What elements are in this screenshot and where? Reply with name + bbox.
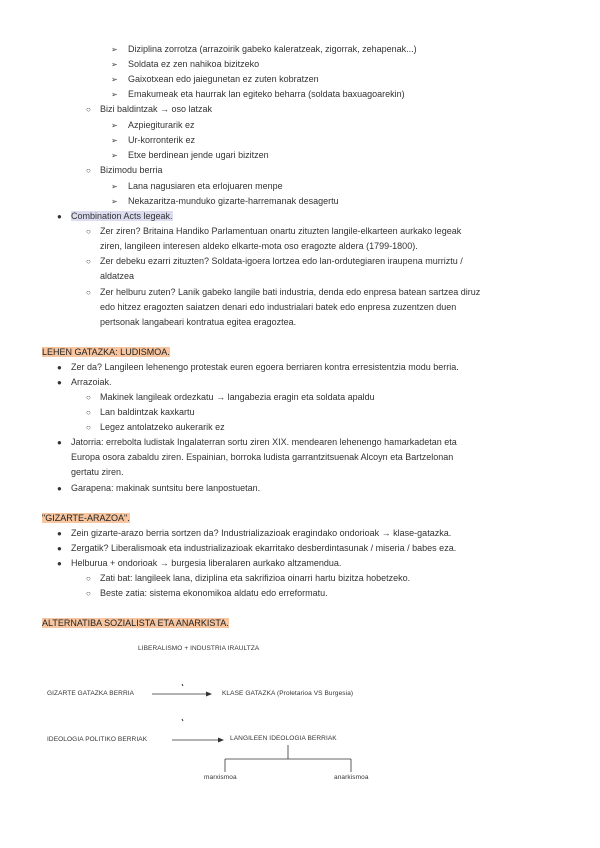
list-item: Zer da? Langileen lehenengo protestak euren egoera berriaren kontra erresistentzia modu berria.: [71, 362, 459, 372]
circle-bullet-icon: ○: [86, 257, 91, 266]
diagram-tick: [182, 719, 183, 721]
list-item: Lan baldintzak kaxkartu: [100, 407, 195, 417]
list-item: Makinek langileak ordezkatu → langabezia eragin eta soldata apaldu: [100, 392, 375, 402]
list-item: Beste zatia: sistema ekonomikoa aldatu edo erreformatu.: [100, 588, 328, 598]
circle-bullet-icon: ○: [86, 393, 91, 402]
list-item: Lana nagusiaren eta erlojuaren menpe: [128, 181, 283, 191]
list-item: Ur-korronterik ez: [128, 135, 196, 145]
disc-bullet-icon: ●: [57, 544, 62, 553]
disc-bullet-icon: ●: [57, 363, 62, 372]
arrow-bullet-icon: ➢: [111, 75, 118, 84]
disc-bullet-icon: ●: [57, 559, 62, 568]
diagram-node-anarkismoa: anarkismoa: [334, 774, 369, 781]
list-item: Emakumeak eta haurrak lan egiteko beharra (soldata baxuagoarekin): [128, 89, 405, 99]
arrow-bullet-icon: ➢: [111, 197, 118, 206]
arrow-bullet-icon: ➢: [111, 136, 118, 145]
list-item: Legez antolatzeko aukerarik ez: [100, 422, 225, 432]
paragraph-line: pertsonak langabeari kontratua egitea eragoztea.: [100, 317, 297, 327]
paragraph-line: Europa osora zabaldu ziren. Espainian, borroka ludista garrantzitsuenak Alcoyn eta Bartzelonan: [71, 452, 454, 462]
arrow-bullet-icon: ➢: [111, 182, 118, 191]
list-item: Diziplina zorrotza (arrazoirik gabeko kaleratzeak, zigorrak, zehapenak...): [128, 44, 417, 54]
circle-bullet-icon: ○: [86, 166, 91, 175]
disc-bullet-icon: ●: [57, 438, 62, 447]
disc-bullet-icon: ●: [57, 378, 62, 387]
combination-acts-title-text: Combination Acts legeak.: [71, 211, 173, 221]
arrow-head-icon: [218, 738, 224, 743]
diagram-node-gizarte-gatazka: GIZARTE GATAZKA BERRIA: [47, 690, 135, 697]
circle-bullet-icon: ○: [86, 227, 91, 236]
disc-bullet-icon: ●: [57, 529, 62, 538]
circle-bullet-icon: ○: [86, 288, 91, 297]
circle-bullet-icon: ○: [86, 408, 91, 417]
arrow-bullet-icon: ➢: [111, 45, 118, 54]
diagram-node-langileen-ideologia: LANGILEEN IDEOLOGIA BERRIAK: [230, 735, 337, 742]
arrow-head-icon: [206, 692, 212, 697]
paragraph-line: gertatu ziren.: [71, 467, 124, 477]
list-item: Zati bat: langileek lana, diziplina eta sakrifizioa oinarri hartu bizitza hobetzeko.: [100, 573, 411, 583]
arrow-bullet-icon: ➢: [111, 151, 118, 160]
diagram-node-ideologia-politiko: IDEOLOGIA POLITIKO BERRIAK: [47, 736, 148, 743]
disc-bullet-icon: ●: [57, 212, 62, 221]
circle-bullet-icon: ○: [86, 423, 91, 432]
list-item: Arrazoiak.: [71, 377, 112, 387]
list-item: Garapena: makinak suntsitu bere lanpostuetan.: [71, 483, 261, 493]
list-item: Soldata ez zen nahikoa bizitzeko: [128, 59, 260, 69]
section-heading-text: ALTERNATIBA SOZIALISTA ETA ANARKISTA.: [42, 618, 229, 628]
diagram-tick: [182, 684, 183, 686]
paragraph-line: Zer helburu zuten? Lanik gabeko langile bati industria, denda edo enpresa batean sartzea diruz: [100, 287, 481, 297]
disc-bullet-icon: ●: [57, 484, 62, 493]
list-item: Zein gizarte-arazo berria sortzen da? Industrializazioak eragindako ondorioak → klase-gatazka.: [71, 528, 452, 538]
list-item: Azpiegiturarik ez: [128, 120, 195, 130]
arrow-bullet-icon: ➢: [111, 60, 118, 69]
circle-bullet-icon: ○: [86, 105, 91, 114]
arrow-bullet-icon: ➢: [111, 90, 118, 99]
diagram-node-klase-gatazka: KLASE GATAZKA (Proletarioa VS Burgesia): [222, 690, 354, 697]
paragraph-line: Zer ziren? Britaina Handiko Parlamentuan onartu zituzten langile-elkarteen aurkako legeak: [100, 226, 462, 236]
list-item: Nekazaritza-munduko gizarte-harremanak desagertu: [128, 196, 339, 206]
list-item-bizimodu: Bizimodu berria: [100, 165, 163, 175]
list-item: Helburua + ondorioak → burgesia liberalaren aurkako altzamendua.: [71, 558, 342, 568]
paragraph-line: aldatzea: [100, 271, 135, 281]
diagram-top-label: LIBERALISMO + INDUSTRIA IRAULTZA: [138, 645, 260, 652]
circle-bullet-icon: ○: [86, 589, 91, 598]
paragraph-line: edo hitzez eragozten saiatzen denari edo industrialari batek edo enpresa zuzentzen duen: [100, 302, 457, 312]
paragraph-line: Jatorria: errebolta ludistak Ingalaterran sortu ziren XIX. mendearen lehenengo hamarkadetan eta: [71, 437, 457, 447]
list-item: Etxe berdinean jende ugari bizitzen: [128, 150, 269, 160]
arrow-bullet-icon: ➢: [111, 121, 118, 130]
list-item: Zergatik? Liberalismoak eta industrializazioak ekarritako desberdintasunak / miseria / babes eza.: [71, 543, 457, 553]
section-heading-text: "GIZARTE-ARAZOA".: [42, 513, 130, 523]
paragraph-line: Zer debeku ezarri zituzten? Soldata-igoera lortzea edo lan-ordutegiaren iraupena murriztu /: [100, 256, 463, 266]
section-heading-text: LEHEN GATAZKA: LUDISMOA.: [42, 347, 170, 357]
list-item-bizi-baldintzak: Bizi baldintzak → oso latzak: [100, 104, 213, 114]
diagram-node-marxismoa: marxismoa: [204, 774, 237, 781]
circle-bullet-icon: ○: [86, 574, 91, 583]
list-item: Gaixotxean edo jaiegunetan ez zuten kobratzen: [128, 74, 319, 84]
paragraph-line: ziren, langileen interesen aldeko elkarte-mota oso eragozte aldera (1799-1800).: [100, 241, 418, 251]
